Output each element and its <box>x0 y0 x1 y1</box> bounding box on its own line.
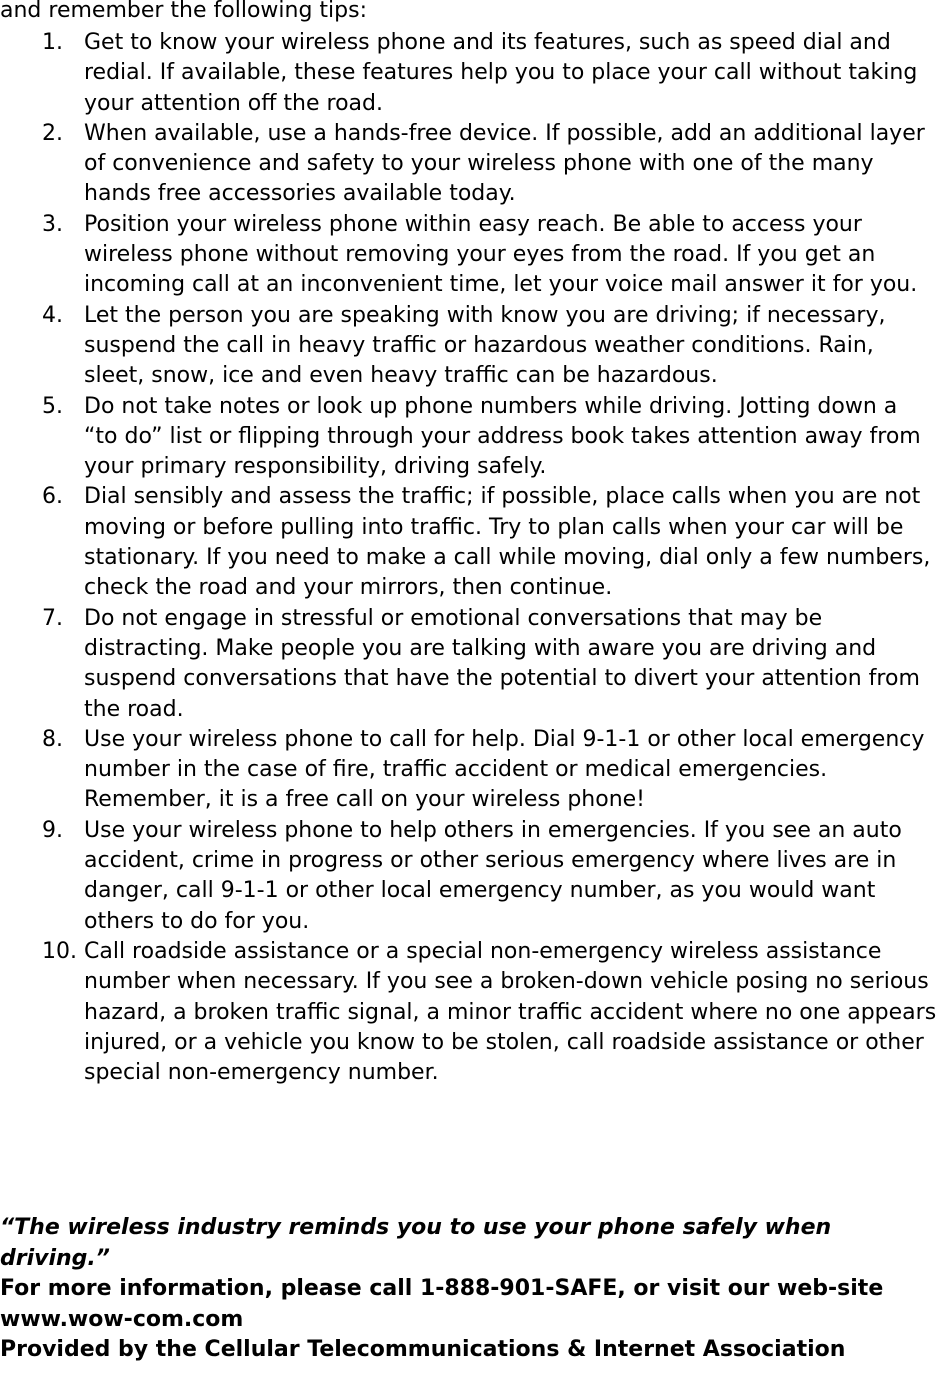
list-item-text: Use your wireless phone to help others in emergencies. If you see an auto accident, crime in progress or other serious emergency where lives are in danger, call 9-1-1 or other local emergency number, as you would want others to do for you. <box>84 817 902 934</box>
list-item-text: Dial sensibly and assess the traffic; if possible, place calls when you are not moving or before pulling into traffic. Try to plan calls when your car will be stationary. If you need to make a call while moving, dial only a few numbers, check the road and your mirrors, then continue. <box>84 484 931 601</box>
provided-by-text: Provided by the Cellular Telecommunications & Internet Association <box>0 1337 846 1362</box>
list-item-text: Call roadside assistance or a special non-emergency wireless assistance number when necessary. If you see a broken-down vehicle posing no serious hazard, a broken traffic signal, a minor traffic accident where no one appears injured, or a vehicle you know to be stolen, call roadside assistance or other special non-emergency number. <box>84 938 937 1086</box>
list-item-number: 5. <box>42 393 63 419</box>
list-item <box>0 604 937 725</box>
list-item <box>0 210 937 301</box>
industry-quote: “The wireless industry reminds you to use your phone safely when driving.” <box>0 1215 832 1271</box>
list-item-text: Let the person you are speaking with know you are driving; if necessary, suspend the call in heavy traffic or hazardous weather conditions. Rain, sleet, snow, ice and even heavy traffic can be hazardous. <box>84 302 886 389</box>
list-item <box>0 119 937 210</box>
list-item <box>0 937 937 1088</box>
list-item-text: Get to know your wireless phone and its features, such as speed dial and redial. If available, these features help you to place your call without taking your attention off the road. <box>84 30 918 116</box>
more-info-text: For more information, please call 1-888-901-SAFE, or visit our web-site www.wow-com.com <box>0 1276 884 1332</box>
list-item-text: When available, use a hands-free device. If possible, add an additional layer of convenience and safety to your wireless phone with one of the many hands free accessories available today. <box>84 120 925 207</box>
list-item-number: 3. <box>42 211 63 237</box>
list-item-number: 7. <box>42 605 63 631</box>
footer <box>0 1213 937 1366</box>
list-item-number: 10. <box>42 938 77 964</box>
list-item-text: Do not take notes or look up phone numbers while driving. Jotting down a “to do” list or flipping through your address book takes attention away from your primary responsibility, driving safely. <box>84 393 921 480</box>
list-item-text: Position your wireless phone within easy reach. Be able to access your wireless phone without removing your eyes from the road. If you get an incoming call at an inconvenient time, let your voice mail answer it for you. <box>84 211 918 298</box>
list-item-text: Do not engage in stressful or emotional conversations that may be distracting. Make people you are talking with aware you are driving and suspend conversations that have the potential to divert your attention from the road. <box>84 605 920 722</box>
list-item <box>0 725 937 816</box>
list-item <box>0 392 937 483</box>
list-item-number: 2. <box>42 120 63 146</box>
list-item-number: 9. <box>42 817 63 843</box>
list-item-number: 1. <box>42 30 63 55</box>
list-item-number: 6. <box>42 484 63 510</box>
list-item-number: 8. <box>42 726 63 752</box>
list-item-text: Use your wireless phone to call for help. Dial 9-1-1 or other local emergency number in the case of fire, traffic accident or medical emergencies. Remember, it is a free call on your wireless phone! <box>84 726 925 813</box>
list-item <box>0 301 937 392</box>
list-item <box>0 482 937 603</box>
list-item <box>0 28 937 119</box>
tips-list <box>0 28 937 1088</box>
intro-text: and remember the following tips: <box>0 0 367 23</box>
list-item-number: 4. <box>42 302 63 328</box>
list-item <box>0 816 937 937</box>
